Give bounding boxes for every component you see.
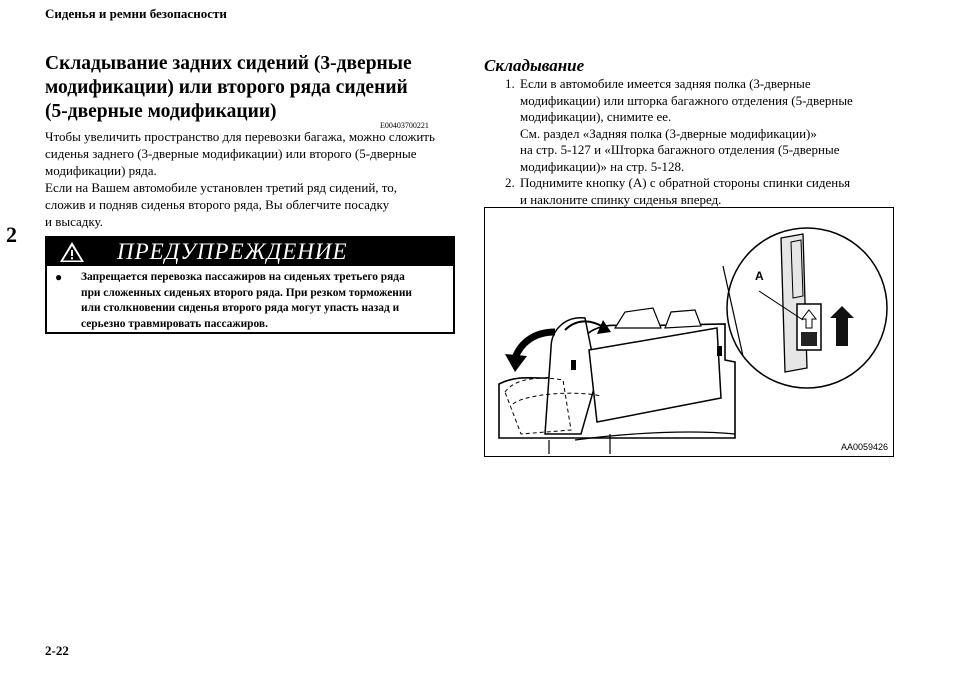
intro-line: модификации) ряда. xyxy=(45,163,157,178)
step-line: Поднимите кнопку (A) с обратной стороны спинки сиденья xyxy=(520,175,851,190)
figure-code: AA0059426 xyxy=(840,442,888,452)
step-line: и наклоните спинку сиденья вперед. xyxy=(520,191,722,207)
warning-line: серьезно травмировать пассажиров. xyxy=(81,317,268,330)
step-item xyxy=(505,175,905,208)
step-item xyxy=(505,76,905,175)
seat-folding-figure xyxy=(484,207,894,457)
folding-title: Складывание xyxy=(484,56,585,75)
section-title-line: Складывание задних сидений (3-дверные xyxy=(45,53,412,74)
intro-line: Если на Вашем автомобиле установлен третий ряд сидений, то, xyxy=(45,180,398,195)
section-title-line: (5-дверные модификации) xyxy=(45,101,277,122)
bullet-icon: ● xyxy=(55,270,63,284)
step-line: на стр. 5-127 и «Шторка багажного отделения (5-дверные xyxy=(520,142,840,157)
running-header: Сиденья и ремни безопасности xyxy=(45,6,227,21)
section-title-line: модификации) или второго ряда сидений xyxy=(45,77,408,98)
section-title xyxy=(45,52,455,124)
warning-triangle-icon xyxy=(58,240,86,264)
callout-label: A xyxy=(755,269,764,283)
seat-illustration xyxy=(485,208,893,456)
warning-line: Запрещается перевозка пассажиров на сиденьях третьего ряда xyxy=(81,271,405,283)
intro-line: Чтобы увеличить пространство для перевозки багажа, можно сложить xyxy=(45,129,435,144)
step-number: 1. xyxy=(505,76,515,91)
intro-line: и высадку. xyxy=(45,214,103,229)
step-line: модификации)» на стр. 5-128. xyxy=(520,158,685,174)
warning-title: ПРЕДУПРЕЖДЕНИЕ xyxy=(117,239,348,264)
warning-box xyxy=(45,236,455,334)
chapter-tab: 2 xyxy=(6,222,17,247)
step-line: модификации), снимите ее. xyxy=(520,109,672,124)
steps-list xyxy=(505,76,905,208)
step-line: См. раздел «Задняя полка (3-дверные модификации)» xyxy=(520,125,817,141)
section-code: E00403700221 xyxy=(380,121,429,130)
intro-line: сиденья заднего (3-дверные модификации) или второго (5-дверные xyxy=(45,146,417,161)
intro-paragraph xyxy=(45,128,465,230)
step-number: 2. xyxy=(505,175,515,190)
page-number: 2-22 xyxy=(45,643,69,658)
warning-line: или столкновении сиденья второго ряда могут упасть назад и xyxy=(81,302,400,314)
warning-body xyxy=(55,270,447,332)
step-line: модификации) или шторка багажного отделения (5-дверные xyxy=(520,92,853,108)
intro-line: сложив и подняв сиденья второго ряда, Вы облегчите посадку xyxy=(45,197,390,212)
warning-line: при сложенных сиденьях второго ряда. При резком торможении xyxy=(81,286,412,299)
warning-header xyxy=(47,238,453,266)
step-line: Если в автомобиле имеется задняя полка (3-дверные xyxy=(520,76,811,91)
